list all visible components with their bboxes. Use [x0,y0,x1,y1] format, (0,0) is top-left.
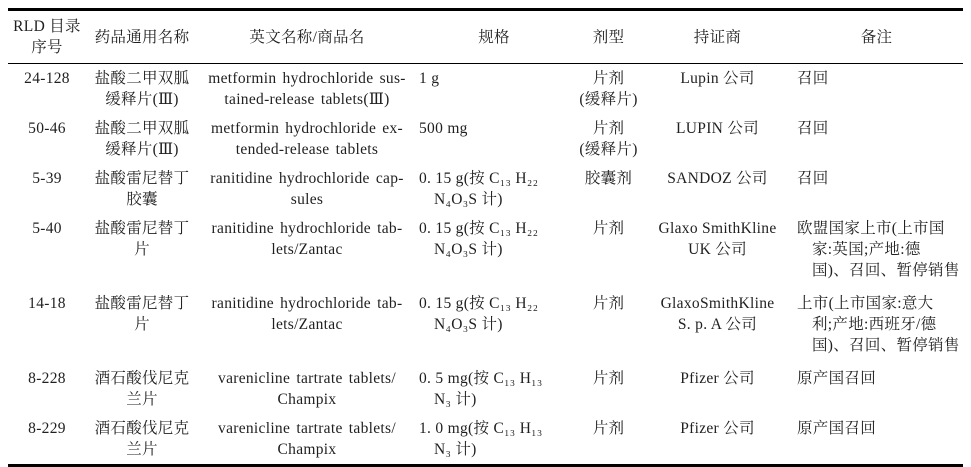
cell-line: 片剂 [592,70,625,87]
cell-line: 盐酸二甲双胍 [94,120,190,137]
cell-line: ranitidine hydrochloride cap- [210,170,404,187]
cell-remark [790,414,963,466]
cell-line: lets/Zantac [271,316,343,333]
column-header-english_name [198,10,416,64]
cell-license_holder [645,289,790,364]
cell-spec [416,114,572,164]
cell-rld [8,214,86,289]
column-header-dosage_form [572,10,645,64]
cell-generic_name [86,289,198,364]
cell-line: 片剂 [592,420,625,437]
cell-line: 兰片 [126,391,158,408]
cell-generic_name [86,364,198,414]
header-row [8,10,963,64]
cell-spec [416,414,572,466]
table-row [8,414,963,466]
cell-line: 召回 [797,70,829,87]
cell-remark [790,289,963,364]
cell-line: LUPIN 公司 [676,120,759,137]
cell-line: tained-release tablets(Ⅲ) [224,91,390,108]
cell-line: 利;产地:西班牙/德 [812,316,937,333]
table-row [8,364,963,414]
cell-line: 国)、召回、暂停销售 [812,337,960,354]
cell-line: Pfizer 公司 [680,420,755,437]
cell-line: S. p. A 公司 [677,316,758,333]
cell-line: ranitidine hydrochloride tab- [211,295,403,312]
cell-line: GlaxoSmithKline [660,295,775,312]
cell-line: 片 [134,316,150,333]
cell-rld [8,64,86,115]
cell-dosage_form [572,64,645,115]
cell-line: 1. 0 mg(按 C₁₃ H₁₃ [419,420,543,437]
cell-line: 欧盟国家上市(上市国 [797,220,945,237]
cell-line: 缓释片(Ⅲ) [105,91,179,108]
cell-spec [416,289,572,364]
cell-english_name [198,414,416,466]
cell-line: 盐酸雷尼替丁 [94,295,190,312]
cell-line: 剂型 [592,28,625,46]
cell-generic_name [86,214,198,289]
cell-dosage_form [572,289,645,364]
cell-line: 8-229 [28,420,66,437]
cell-line: 酒石酸伐尼克 [94,370,190,387]
cell-line: 序号 [31,39,63,56]
cell-generic_name [86,114,198,164]
cell-line: 兰片 [126,441,158,458]
column-header-generic_name [86,10,198,64]
cell-line: Glaxo SmithKline [658,220,777,237]
cell-line: 24-128 [24,70,70,87]
cell-line: 片剂 [592,220,625,237]
cell-line: 50-46 [28,120,66,137]
cell-line: 0. 15 g(按 C₁₃ H₂₂ [419,220,539,237]
cell-line: 药品通用名称 [94,28,190,46]
cell-license_holder [645,364,790,414]
cell-line: 5-40 [32,220,62,237]
cell-line: (缓释片) [579,141,638,158]
cell-line: 规格 [478,28,510,46]
cell-line: 原产国召回 [797,420,877,437]
cell-english_name [198,214,416,289]
cell-line: tended-release tablets [235,141,379,158]
cell-english_name [198,114,416,164]
cell-rld [8,364,86,414]
cell-line: 片 [134,241,150,258]
table-row [8,289,963,364]
cell-license_holder [645,164,790,214]
cell-license_holder [645,114,790,164]
cell-line: 8-228 [28,370,66,387]
cell-spec [416,214,572,289]
cell-line: 备注 [860,28,893,46]
column-header-license_holder [645,10,790,64]
cell-line: 持证商 [693,28,742,46]
cell-remark [790,364,963,414]
cell-spec [416,64,572,115]
cell-line: 0. 15 g(按 C₁₃ H₂₂ [419,170,539,187]
cell-english_name [198,64,416,115]
cell-line: varenicline tartrate tablets/ [218,420,396,437]
cell-line: Champix [277,391,337,408]
cell-line: sules [290,191,324,208]
cell-rld [8,414,86,466]
cell-line: (缓释片) [579,91,638,108]
cell-line: UK 公司 [688,241,747,258]
column-header-remark [790,10,963,64]
cell-line: 原产国召回 [797,370,877,387]
cell-line: N₃ 计) [434,441,477,458]
cell-line: 缓释片(Ⅲ) [105,141,179,158]
column-header-spec [416,10,572,64]
cell-line: 5-39 [32,170,62,187]
cell-remark [790,164,963,214]
cell-remark [790,214,963,289]
cell-remark [790,114,963,164]
cell-line: 片剂 [592,295,625,312]
table-row [8,214,963,289]
cell-line: N₄O₃S 计) [434,241,503,258]
table-row [8,64,963,115]
cell-line: 国)、召回、暂停销售 [812,262,960,279]
cell-line: ranitidine hydrochloride tab- [211,220,403,237]
cell-line: 盐酸二甲双胍 [94,70,190,87]
cell-dosage_form [572,364,645,414]
cell-english_name [198,289,416,364]
cell-line: Pfizer 公司 [680,370,755,387]
cell-license_holder [645,414,790,466]
cell-line: 片剂 [592,370,625,387]
cell-line: 盐酸雷尼替丁 [94,220,190,237]
table-header [8,10,963,64]
cell-line: 0. 15 g(按 C₁₃ H₂₂ [419,295,539,312]
drug-recall-table [8,8,963,467]
cell-line: 上市(上市国家:意大 [797,295,934,312]
cell-line: metformin hydrochloride ex- [210,120,403,137]
cell-dosage_form [572,214,645,289]
cell-line: N₃ 计) [434,391,477,408]
cell-line: 500 mg [419,120,468,137]
table-body [8,64,963,466]
cell-dosage_form [572,414,645,466]
cell-line: metformin hydrochloride sus- [208,70,406,87]
cell-remark [790,64,963,115]
cell-line: SANDOZ 公司 [667,170,768,187]
cell-dosage_form [572,114,645,164]
column-header-rld [8,10,86,64]
table-row [8,114,963,164]
cell-english_name [198,364,416,414]
cell-dosage_form [572,164,645,214]
table-row [8,164,963,214]
cell-line: 胶囊剂 [584,170,633,187]
cell-rld [8,289,86,364]
cell-line: RLD 目录 [13,18,81,35]
cell-generic_name [86,64,198,115]
cell-line: Lupin 公司 [680,70,755,87]
cell-line: 0. 5 mg(按 C₁₃ H₁₃ [419,370,543,387]
cell-rld [8,164,86,214]
cell-line: Champix [277,441,337,458]
cell-line: 召回 [797,170,829,187]
cell-english_name [198,164,416,214]
cell-line: 片剂 [592,120,625,137]
cell-line: 14-18 [28,295,66,312]
cell-generic_name [86,414,198,466]
cell-spec [416,364,572,414]
cell-rld [8,114,86,164]
cell-line: 家:英国;产地:德 [812,241,921,258]
cell-line: varenicline tartrate tablets/ [218,370,396,387]
cell-line: lets/Zantac [271,241,343,258]
cell-line: N₄O₃S 计) [434,316,503,333]
cell-line: 胶囊 [126,191,158,208]
cell-line: 召回 [797,120,829,137]
cell-line: 酒石酸伐尼克 [94,420,190,437]
cell-line: 1 g [419,70,440,87]
cell-generic_name [86,164,198,214]
cell-license_holder [645,64,790,115]
cell-line: 盐酸雷尼替丁 [94,170,190,187]
cell-license_holder [645,214,790,289]
cell-line: N₄O₃S 计) [434,191,503,208]
cell-spec [416,164,572,214]
cell-line: 英文名称/商品名 [249,28,365,46]
